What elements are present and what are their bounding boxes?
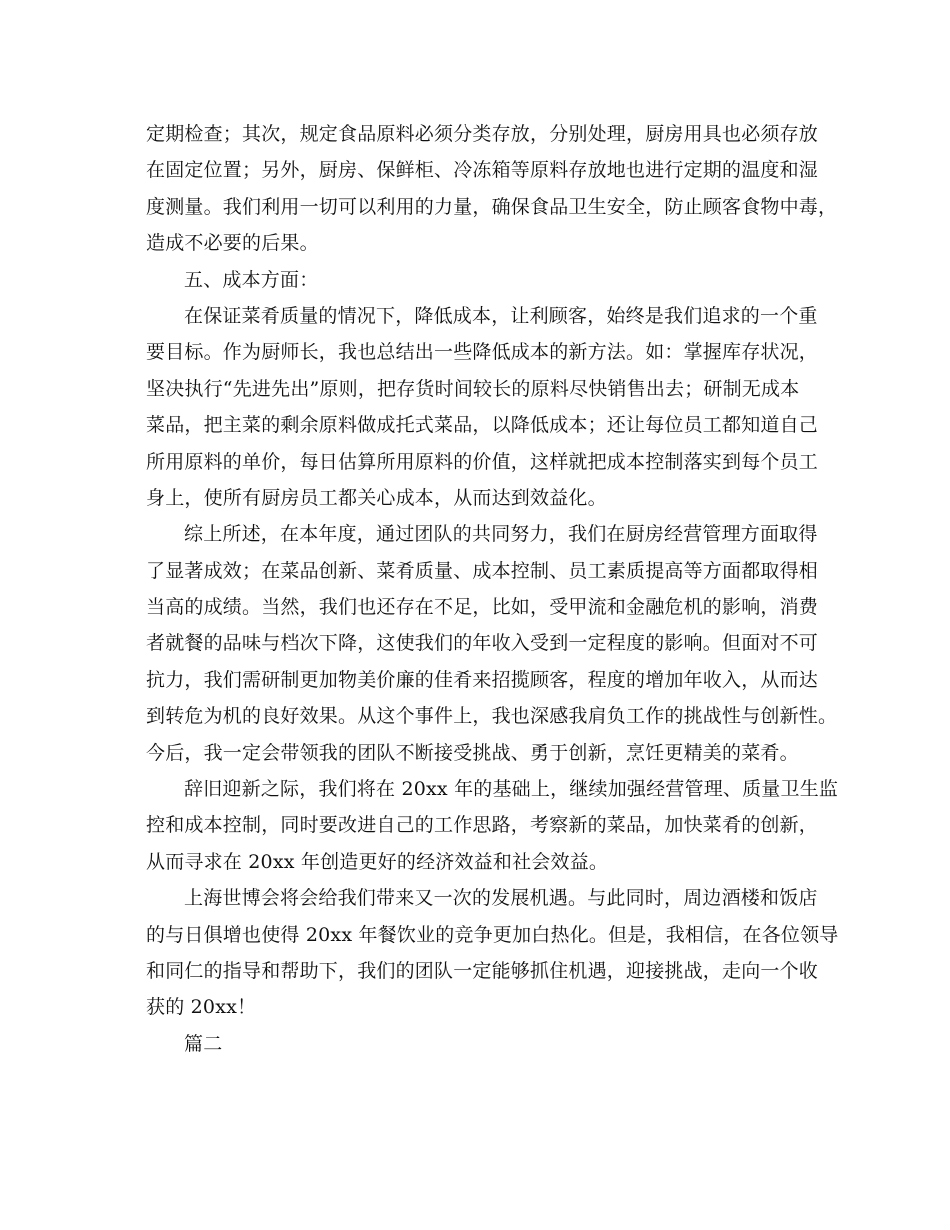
- text-line: 在保证菜肴质量的情况下，降低成本，让利顾客，始终是我们追求的一个重: [184, 304, 818, 327]
- paragraph-expo: [146, 880, 839, 1026]
- section-heading: 五、成本方面：: [184, 268, 319, 291]
- document-body: [146, 116, 839, 1062]
- text-line: 定期检查；其次，规定食品原料必须分类存放，分别处理，厨房用具也必须存放: [146, 123, 819, 145]
- paragraph-cost: [146, 298, 819, 516]
- text-line: 控和成本控制，同时要改进自己的工作思路，考察新的菜品，加快菜肴的创新，: [146, 814, 819, 837]
- text-line: 坚决执行“先进先出”原则，把存货时间较长的原料尽快销售出去；研制无成本: [146, 377, 800, 400]
- text-line: 上海世博会将会给我们带来又一次的发展机遇。与此同时，周边酒楼和饭店: [184, 887, 818, 910]
- text-line: 造成不必要的后果。: [146, 232, 319, 255]
- text-line: 的与日俱增也使得 20xx 年餐饮业的竞争更加白热化。但是，我相信，在各位领导: [146, 923, 839, 946]
- section-heading: 篇二: [184, 1032, 223, 1055]
- text-line: 到转危为机的良好效果。从这个事件上，我也深感我肩负工作的挑战性与创新性。: [146, 705, 838, 728]
- text-line: 当高的成绩。当然，我们也还存在不足，比如，受甲流和金融危机的影响，消费: [146, 596, 819, 619]
- text-line: 所用原料的单价，每日估算所用原料的价值，这样就把成本控制落实到每个员工: [146, 450, 819, 473]
- text-line: 获的 20xx！: [146, 996, 257, 1019]
- text-line: 身上，使所有厨房员工都关心成本，从而达到效益化。: [146, 486, 607, 509]
- paragraph-summary: [146, 516, 838, 771]
- paragraph-hygiene-continued: [146, 116, 838, 262]
- text-line: 抗力，我们需研制更加物美价廉的佳肴来招揽顾客，程度的增加年收入，从而达: [146, 668, 819, 691]
- text-line: 度测量。我们利用一切可以利用的力量，确保食品卫生安全，防止顾客食物中毒，: [146, 195, 838, 218]
- text-line: 辞旧迎新之际，我们将在 20xx 年的基础上，继续加强经营管理、质量卫生监: [184, 778, 839, 801]
- text-line: 从而寻求在 20xx 年创造更好的经济效益和社会效益。: [146, 850, 609, 873]
- text-line: 了显著成效；在菜品创新、菜肴质量、成本控制、员工素质提高等方面都取得相: [146, 559, 819, 582]
- section-heading-part-two: [146, 1026, 808, 1062]
- section-heading-cost: [146, 262, 808, 298]
- text-line: 综上所述，在本年度，通过团队的共同努力，我们在厨房经营管理方面取得: [184, 523, 818, 546]
- paragraph-new-year: [146, 771, 839, 880]
- text-line: 和同仁的指导和帮助下，我们的团队一定能够抓住机遇，迎接挑战，走向一个收: [146, 959, 819, 982]
- text-line: 要目标。作为厨师长，我也总结出一些降低成本的新方法。如：掌握库存状况，: [146, 341, 819, 364]
- text-line: 菜品，把主菜的剩余原料做成托式菜品，以降低成本；还让每位员工都知道自己: [146, 414, 819, 437]
- text-line: 在固定位置；另外，厨房、保鲜柜、冷冻箱等原料存放地也进行定期的温度和湿: [146, 159, 819, 182]
- text-line: 今后，我一定会带领我的团队不断接受挑战、勇于创新，烹饪更精美的菜肴。: [146, 741, 799, 764]
- text-line: 者就餐的品味与档次下降，这使我们的年收入受到一定程度的影响。但面对不可: [146, 632, 819, 655]
